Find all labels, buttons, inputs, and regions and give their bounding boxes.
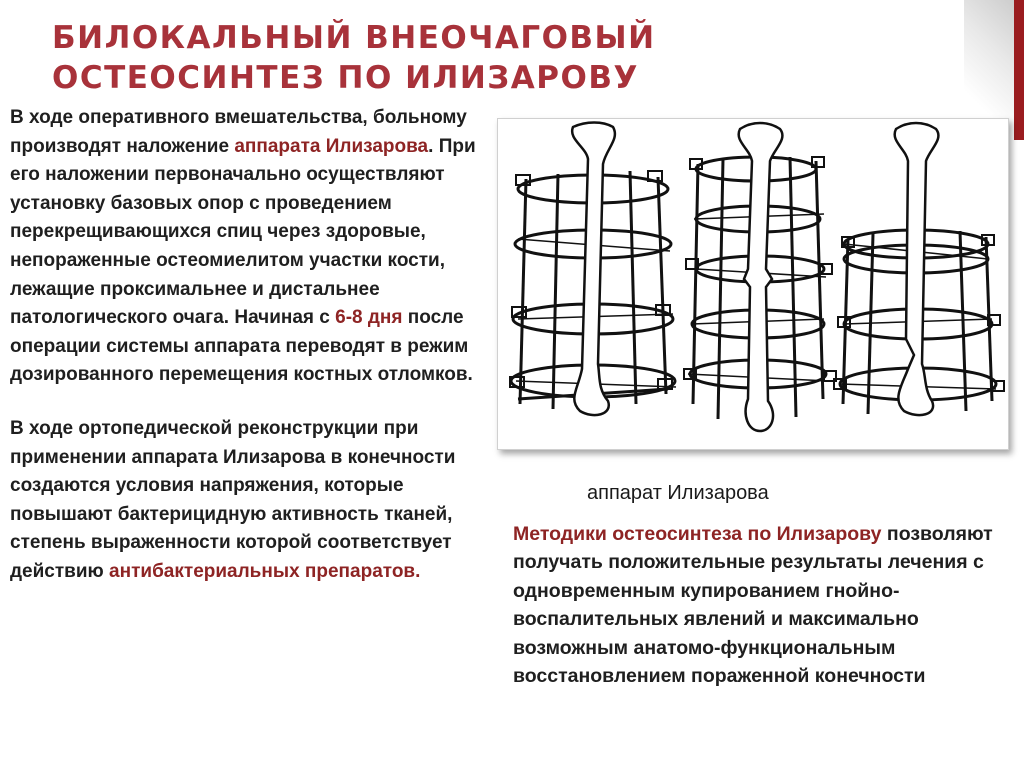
paragraph-2 [10, 415, 495, 587]
left-text-block [10, 104, 495, 587]
p1-accent-days: 6-8 дня [335, 307, 403, 329]
right-text-block [513, 520, 1013, 690]
title-line-2: ОСТЕОСИНТЕЗ ПО ИЛИЗАРОВУ [52, 60, 639, 96]
p2-text-1: В ходе ортопедической реконструкции при применении аппарата Илизарова в конечности создаются условия напряжения, которые повышают бактерицидную активность тканей, степень выраженности которой соответствует действию [10, 417, 456, 582]
paragraph-1 [10, 104, 495, 390]
slide-title [52, 18, 952, 98]
p1-accent-apparatus: аппарата Илизарова [234, 135, 429, 157]
p1-text-3: после операции системы аппарата переводят в режим дозированного перемещения костных отломков. [10, 307, 473, 386]
ilizarov-apparatus-illustration [498, 119, 1008, 449]
p1-text-1: В ходе оперативного вмешательства, больному производят наложение [10, 107, 467, 157]
apparatus-middle [684, 123, 836, 431]
figure-caption: аппарат Илизарова [587, 482, 769, 504]
corner-accent-bar [1014, 0, 1024, 140]
p1-text-2: . При его наложении первоначально осуществляют установку базовых опор с проведением перекрещивающихся спиц через здоровые, непораженные остеомиелитом участки кости, лежащие проксимальнее и дистальнее патологического очага. Начиная с [10, 135, 476, 329]
apparatus-left [510, 123, 676, 416]
apparatus-right [834, 123, 1004, 415]
title-line-1: БИЛОКАЛЬНЫЙ ВНЕОЧАГОВЫЙ [52, 20, 656, 56]
right-text-lead: Методики остеосинтеза по Илизарову [513, 523, 882, 545]
apparatus-figure [497, 118, 1009, 450]
right-text-body: позволяют получать положительные результаты лечения с одновременным купированием гнойно-воспалительных явлений и максимально возможным анатомо-функциональным восстановлением пораженной конечности [513, 523, 993, 688]
p2-accent-antibiotics: антибактериальных препаратов. [109, 560, 421, 582]
